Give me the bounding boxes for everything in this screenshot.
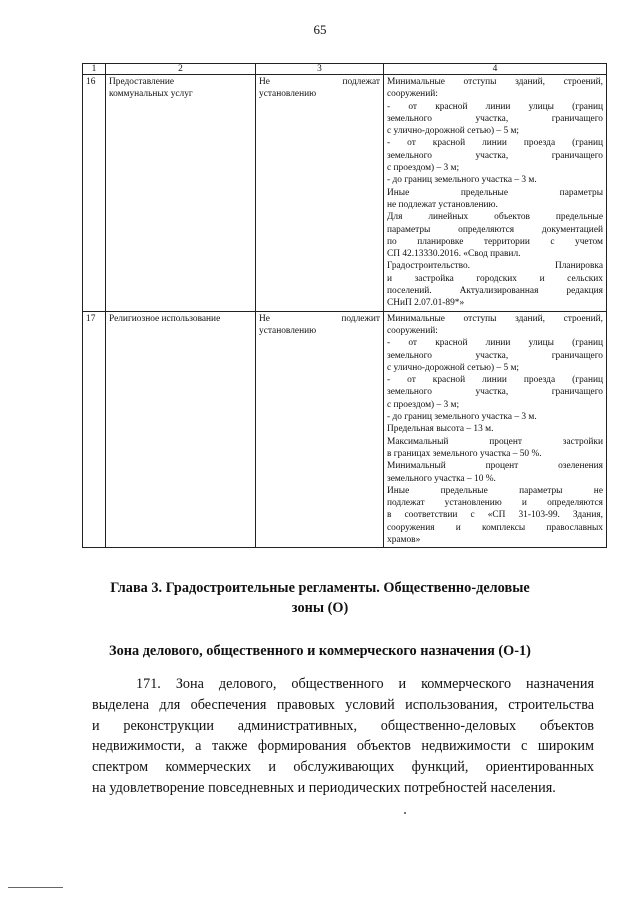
parameter-line: СНиП 2.07.01-89*» <box>387 298 465 309</box>
table-row <box>83 311 607 548</box>
status-word: установлению <box>259 325 317 336</box>
parameter-line: земельного участка, граничащего <box>387 387 603 398</box>
paragraph-line: спектром коммерческих и обслуживающих функций, ориентированных <box>92 759 594 776</box>
status-word: подлежит <box>341 313 380 324</box>
parameter-line: Предельная высота – 13 м. <box>387 424 494 435</box>
parameter-line: подлежат установлению и определяются <box>387 498 603 509</box>
parameter-line: - от красной линии проезда (границ <box>387 375 603 386</box>
parameter-line: с улично-дорожной сетью) – 5 м; <box>387 362 520 373</box>
parameter-line: - от красной линии проезда (границ <box>387 138 603 149</box>
parameter-line: храмов» <box>387 534 421 545</box>
parameter-line: с проездом) – 3 м; <box>387 163 460 174</box>
parameter-line: земельного участка – 10 %. <box>387 473 496 484</box>
chapter-title-line: зоны (О) <box>291 600 349 616</box>
parameter-line: Для линейных объектов предельные <box>387 212 603 223</box>
row-number: 17 <box>83 311 106 548</box>
chapter-title-line: Глава 3. Градостроительные регламенты. Общественно-деловые <box>110 580 530 596</box>
regulations-table <box>82 63 607 548</box>
parameter-line: сооружений: <box>387 325 438 336</box>
header-col-1: 1 <box>83 64 106 75</box>
use-type-line: Религиозное использование <box>109 313 221 324</box>
use-type-cell <box>106 75 256 312</box>
parameter-line: - от красной линии улицы (границ <box>387 101 603 112</box>
parameters-cell <box>384 75 607 312</box>
parameter-line: Иные предельные параметры <box>387 187 603 198</box>
header-col-3: 3 <box>256 64 384 75</box>
scan-speck <box>404 812 406 814</box>
parameter-line: Максимальный процент застройки <box>387 436 603 447</box>
parameter-line: с проездом) – 3 м; <box>387 399 460 410</box>
parameter-line: земельного участка, граничащего <box>387 150 603 161</box>
parameter-line: Градостроительство. Планировка <box>387 261 603 272</box>
paragraph-line: выделена для обеспечения правовых условий использования, строительства <box>92 696 594 713</box>
parameter-line: с улично-дорожной сетью) – 5 м; <box>387 126 520 137</box>
parameter-line: параметры определяются документацией <box>387 224 603 235</box>
parameter-line: в границах земельного участка – 50 %. <box>387 448 542 459</box>
parameter-line: - от красной линии улицы (границ <box>387 338 603 349</box>
footnote-separator <box>8 887 63 888</box>
use-type-line: коммунальных услуг <box>109 89 193 100</box>
status-word: Не <box>259 313 270 324</box>
parameter-line: - до границ земельного участка – 3 м. <box>387 175 537 186</box>
parameter-line: Минимальные отступы зданий, строений, <box>387 313 603 324</box>
parameter-line: земельного участка, граничащего <box>387 350 603 361</box>
status-word: Не <box>259 77 270 87</box>
header-col-4: 4 <box>384 64 607 75</box>
parameter-line: СП 42.13330.2016. «Свод правил. <box>387 249 521 260</box>
header-col-2: 2 <box>106 64 256 75</box>
table-header-row <box>83 64 607 75</box>
parameter-line: сооружений: <box>387 89 438 100</box>
use-type-line: Предоставление <box>109 77 175 87</box>
status-cell <box>256 311 384 548</box>
status-word: подлежат <box>342 77 380 87</box>
parameter-line: поселений. Актуализированная редакция <box>387 286 603 297</box>
page-number: 65 <box>313 22 327 37</box>
zone-title: Зона делового, общественного и коммерческого назначения (О-1) <box>109 643 531 659</box>
parameters-cell <box>384 311 607 548</box>
parameter-line: земельного участка, граничащего <box>387 113 603 124</box>
status-word: установлению <box>259 89 317 100</box>
status-cell <box>256 75 384 312</box>
parameter-line: Минимальный процент озеленения <box>387 461 603 472</box>
parameter-line: - до границ земельного участка – 3 м. <box>387 412 537 423</box>
parameter-line: и застройка городских и сельских <box>387 273 603 284</box>
parameter-line: сооружения и комплексы православных <box>387 522 603 533</box>
body-paragraph <box>92 674 594 799</box>
use-type-cell <box>106 311 256 548</box>
chapter-title <box>90 578 550 618</box>
parameter-line: Минимальные отступы зданий, строений, <box>387 77 603 87</box>
parameter-line: Иные предельные параметры не <box>387 485 603 496</box>
paragraph-line: 171. Зона делового, общественного и коммерческого назначения <box>136 676 594 692</box>
table-row <box>83 75 607 312</box>
paragraph-line: на удовлетворение повседневных и периодических потребностей населения. <box>92 779 556 796</box>
paragraph-line: и реконструкции административных, общественно-деловых объектов <box>92 717 594 734</box>
parameter-line: в соответствии с «СП 31-103-99. Здания, <box>387 510 603 521</box>
paragraph-line: недвижимости, а также формирования объектов недвижимости с широким <box>92 738 594 755</box>
row-number: 16 <box>83 75 106 312</box>
parameter-line: по планировке территории с учетом <box>387 236 603 247</box>
parameter-line: не подлежат установлению. <box>387 199 498 210</box>
